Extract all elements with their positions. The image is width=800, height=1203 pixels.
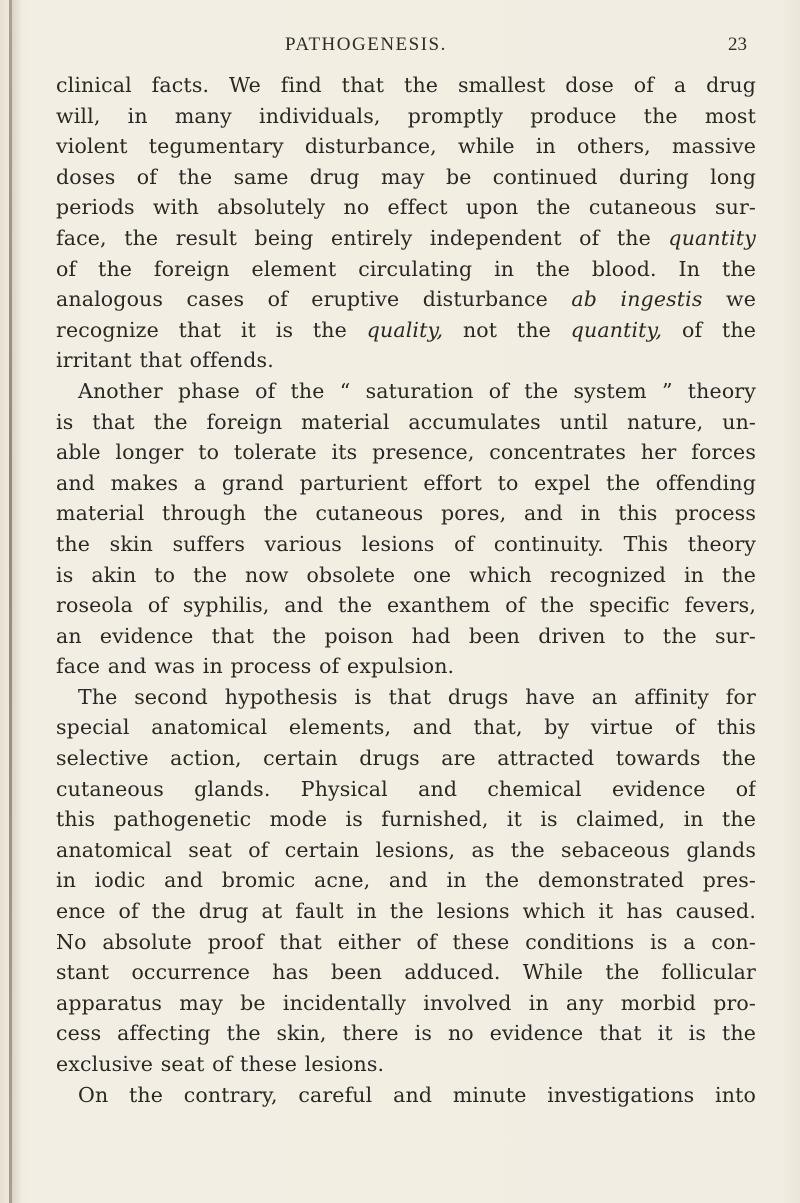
text-segment: this pathogenetic mode is furnished, it is claimed, in the [56, 807, 756, 832]
text-segment: able longer to tolerate its presence, concentrates her forces [56, 440, 756, 465]
text-line [56, 1080, 756, 1111]
text-line [56, 376, 756, 407]
text-line [56, 560, 756, 591]
text-line [56, 988, 756, 1019]
text-segment: apparatus may be incidentally involved in any morbid pro- [56, 990, 756, 1015]
text-segment: violent tegumentary disturbance, while in others, massive [56, 134, 756, 159]
text-segment: stant occurrence has been adduced. While the follicular [56, 960, 756, 985]
text-line [56, 865, 756, 896]
text-segment: exclusive seat of these lesions. [56, 1052, 385, 1076]
text-segment: face, the result being entirely independent of the [56, 225, 669, 250]
text-segment: face and was in process of expulsion. [56, 654, 455, 679]
text-segment: we [702, 287, 756, 312]
text-line [56, 345, 756, 376]
text-line [56, 712, 756, 743]
text-segment: doses of the same drug may be continued during long [56, 164, 756, 189]
text-segment: of the foreign element circulating in the blood. In the [56, 256, 756, 281]
text-segment: is akin to the now obsolete one which recognized in the [56, 562, 756, 587]
text-segment: cess affecting the skin, there is no evidence that it is the [56, 1021, 756, 1046]
binding-gutter-shadow [12, 0, 22, 1203]
text-line [56, 192, 756, 223]
italic-text: ab ingestis [571, 287, 703, 312]
text-segment: special anatomical elements, and that, by virtue of this [56, 715, 756, 740]
text-line [56, 101, 756, 132]
text-segment: periods with absolutely no effect upon the cutaneous sur- [56, 195, 756, 220]
text-line [56, 896, 756, 927]
text-line [56, 590, 756, 621]
text-line [56, 743, 756, 774]
text-segment: The second hypothesis is that drugs have an affinity for [78, 684, 756, 709]
running-head [0, 34, 800, 58]
italic-text: quantity, [570, 317, 663, 342]
body-text [56, 70, 756, 1110]
text-line [56, 804, 756, 835]
text-segment: No absolute proof that either of these conditions is a con- [56, 929, 756, 954]
text-segment: clinical facts. We find that the smallest dose of a drug [56, 73, 756, 97]
text-line [56, 70, 756, 101]
text-segment: ence of the drug at fault in the lesions which it has caused. [56, 899, 756, 924]
text-segment: cutaneous glands. Physical and chemical evidence of [56, 776, 756, 801]
text-segment: Another phase of the “ saturation of the system ” theory [78, 378, 756, 403]
text-segment: On the contrary, careful and minute investigations into [78, 1082, 756, 1107]
text-line [56, 621, 756, 652]
text-segment: selective action, certain drugs are attracted towards the [56, 746, 756, 771]
text-segment: will, in many individuals, promptly produce the most [56, 103, 756, 128]
italic-text: quantity [668, 225, 756, 250]
text-line [56, 437, 756, 468]
text-segment: analogous cases of eruptive disturbance [56, 287, 572, 312]
text-line [56, 468, 756, 499]
text-line [56, 284, 756, 315]
text-segment: the skin suffers various lesions of continuity. This theory [56, 531, 756, 556]
text-line [56, 835, 756, 866]
italic-text: quality, [366, 317, 444, 342]
text-segment: in iodic and bromic acne, and in the demonstrated pres- [56, 868, 756, 893]
text-line [56, 1049, 756, 1080]
text-segment: anatomical seat of certain lesions, as the sebaceous glands [56, 837, 756, 862]
text-line [56, 407, 756, 438]
text-line [56, 927, 756, 958]
text-line [56, 223, 756, 254]
text-line [56, 498, 756, 529]
text-line [56, 682, 756, 713]
text-segment: of the [662, 317, 756, 342]
text-segment: material through the cutaneous pores, and in this process [56, 501, 756, 526]
text-segment: recognize that it is the [56, 317, 367, 342]
running-title: PATHOGENESIS. [285, 34, 447, 55]
page-number: 23 [728, 34, 747, 55]
text-segment: irritant that offends. [56, 348, 274, 373]
text-line [56, 162, 756, 193]
text-segment: roseola of syphilis, and the exanthem of the specific fevers, [56, 593, 756, 618]
text-segment: not the [443, 317, 571, 342]
text-line [56, 957, 756, 988]
text-line [56, 529, 756, 560]
text-line [56, 131, 756, 162]
text-segment: an evidence that the poison had been driven to the sur- [56, 623, 756, 648]
text-line [56, 774, 756, 805]
text-line [56, 315, 756, 346]
text-segment: and makes a grand parturient effort to expel the offending [56, 470, 756, 495]
text-line [56, 254, 756, 285]
text-line [56, 1018, 756, 1049]
text-segment: is that the foreign material accumulates until nature, un- [56, 409, 756, 434]
text-line [56, 651, 756, 682]
